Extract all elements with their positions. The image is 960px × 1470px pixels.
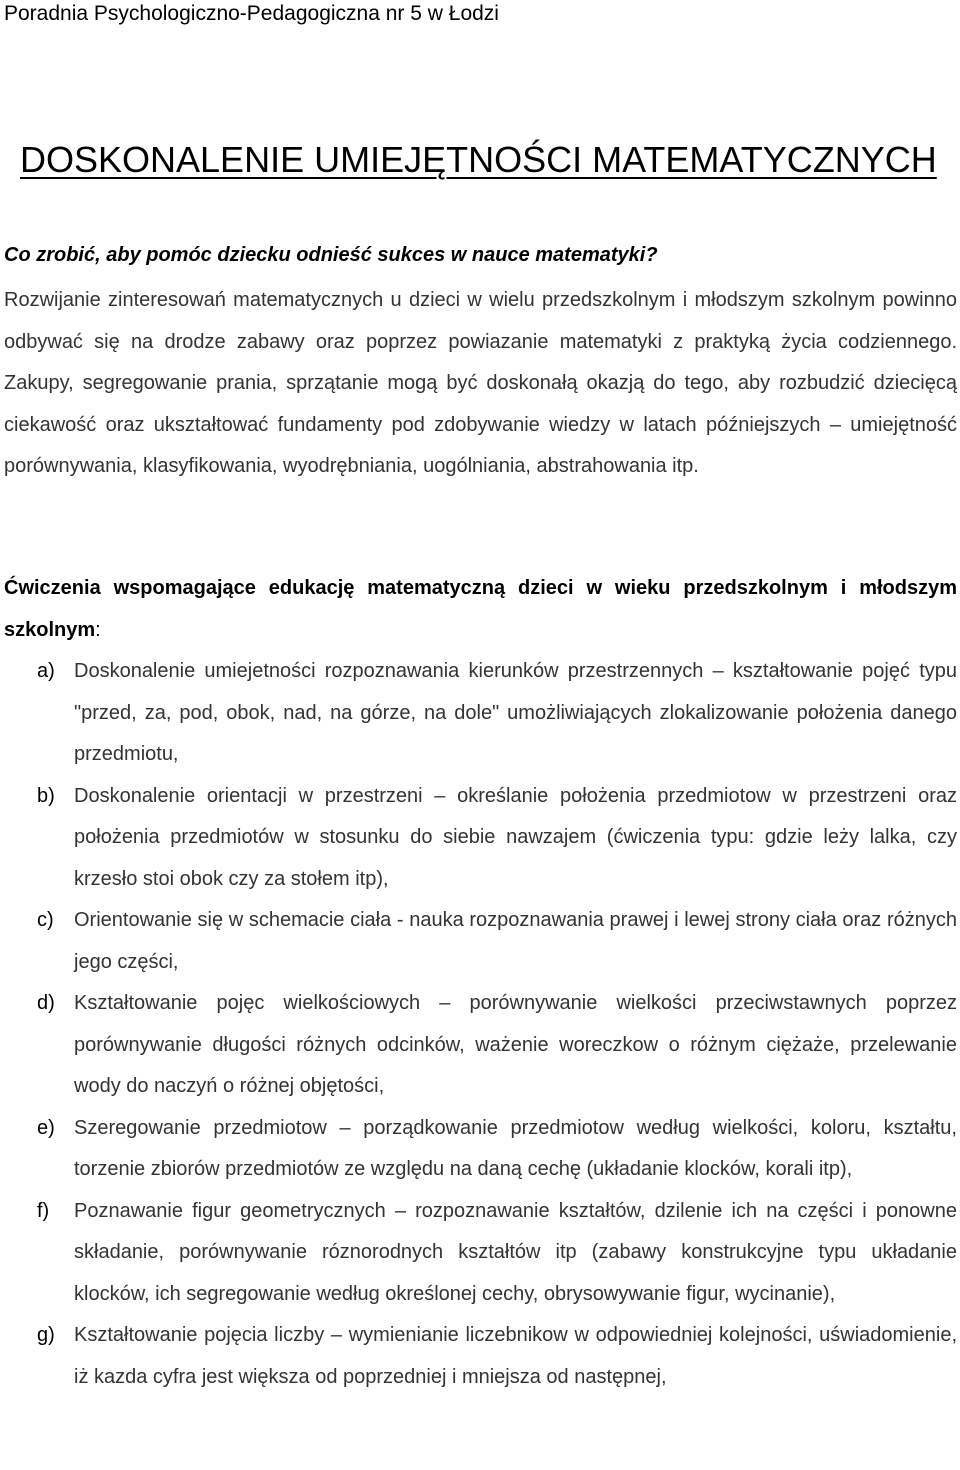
lead-question: Co zrobić, aby pomóc dziecku odnieść sukces w nauce matematyki? [4, 244, 658, 266]
exercise-text: Doskonalenie umiejetności rozpoznawania kierunków przestrzennych – kształtowanie pojęć typu "przed, za, pod, obok, nad, na górze, na dole" umożliwiających zlokalizowanie położenia danego przedmiotu, [74, 660, 957, 765]
exercise-item [0, 1315, 960, 1398]
exercise-text: Kształtowanie pojęcia liczby – wymienianie liczebnikow w odpowiedniej kolejności, uświadomienie, iż kazda cyfra jest większa od poprzedniej i mniejsza od następnej, [74, 1324, 957, 1388]
exercises-heading-text: Ćwiczenia wspomagające edukację matematyczną dzieci w wieku przedszkolnym i młodszym szkolnym [4, 577, 957, 641]
exercise-marker: b) [37, 784, 55, 807]
exercise-text: Doskonalenie orientacji w przestrzeni – określanie położenia przedmiotow w przestrzeni oraz położenia przedmiotów w stosunku do siebie nawzajem (ćwiczenia typu: gdzie leży lalka, czy krzesło stoi obok czy za stołem itp), [74, 784, 957, 890]
exercise-item [0, 900, 960, 983]
exercise-item [0, 1108, 960, 1191]
exercise-marker: d) [37, 992, 55, 1014]
exercise-list [0, 651, 960, 1398]
exercise-item [0, 651, 960, 776]
exercise-marker: f) [37, 1199, 50, 1222]
document-title: DOSKONALENIE UMIEJĘTNOŚCI MATEMATYCZNYCH [20, 139, 937, 180]
exercises-heading [4, 568, 957, 651]
exercise-item [0, 776, 960, 901]
exercise-item [0, 983, 960, 1108]
exercise-text: Orientowanie się w schemacie ciała - nauka rozpoznawania prawej i lewej strony ciała oraz różnych jego części, [74, 909, 957, 973]
exercise-text: Kształtowanie pojęc wielkościowych – porównywanie wielkości przeciwstawnych poprzez porównywanie długości różnych odcinków, ważenie woreczkow o różnym ciężaże, przelewanie wody do naczyń o różnej objętości, [74, 992, 957, 1097]
exercise-marker: c) [37, 909, 54, 931]
exercise-item [0, 1191, 960, 1316]
exercise-text: Poznawanie figur geometrycznych – rozpoznawanie kształtów, dzilenie ich na części i ponowne składanie, porównywanie róznorodnych kształtów itp (zabawy konstrukcyjne typu układanie klocków, ich segregowanie według określonej cechy, obrysowywanie figur, wycinanie), [74, 1199, 957, 1305]
exercises-heading-colon: : [95, 618, 101, 641]
exercise-marker: a) [37, 660, 55, 682]
exercise-marker: e) [37, 1116, 55, 1139]
exercise-marker: g) [37, 1324, 55, 1346]
intro-paragraph: Rozwijanie zinteresowań matematycznych u dzieci w wielu przedszkolnym i młodszym szkolnym powinno odbywać się na drodze zabawy oraz poprzez powiazanie matematyki z praktyką życia codziennego. Zakupy, segregowanie prania, sprzątanie mogą być doskonałą okazją do tego, aby rozbudzić dziecięcą ciekawość oraz ukształtować fundamenty pod zdobywanie wiedzy w latach późniejszych – umiejętność porównywania, klasyfikowania, wyodrębniania, uogólniania, abstrahowania itp. [4, 289, 957, 477]
institution-header: Poradnia Psychologiczno-Pedagogiczna nr 5 w Łodzi [4, 2, 499, 25]
exercise-text: Szeregowanie przedmiotow – porządkowanie przedmiotow według wielkości, koloru, kształtu, torzenie zbiorów przedmiotów ze względu na daną cechę (układanie klocków, korali itp), [74, 1116, 957, 1180]
